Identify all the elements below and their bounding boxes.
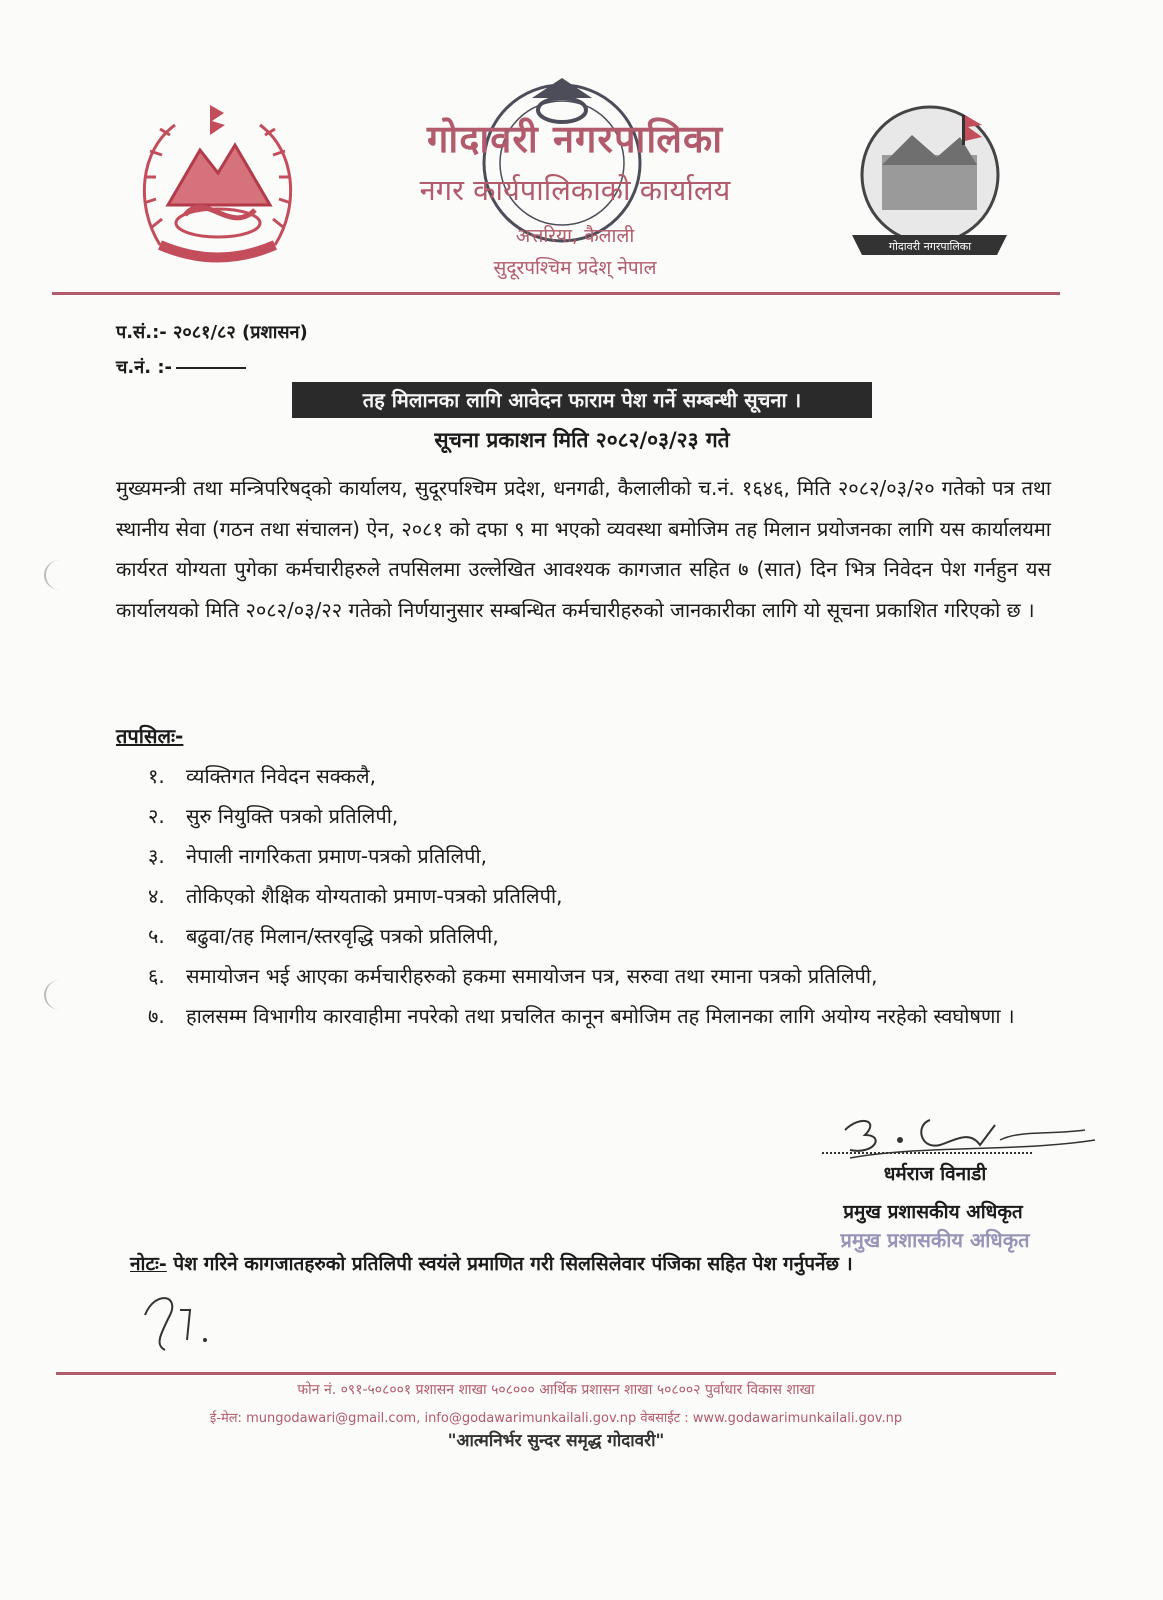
signer-name: धर्मराज विनाडी	[883, 1163, 987, 1185]
publication-date: सूचना प्रकाशन मिति २०८२/०३/२३ गते	[434, 428, 730, 452]
list-item	[148, 836, 1053, 876]
dispatch-number-blank	[176, 367, 246, 369]
note-text: पेश गरिने कागजातहरुको प्रतिलिपी स्वयंले प्रमाणित गरी सिलसिलेवार पंजिका सहित पेश गर्नुपर्नेछ ।	[166, 1253, 853, 1275]
dispatch-number	[116, 355, 246, 379]
list-item	[148, 956, 1053, 996]
signer-designation: प्रमुख प्रशासकीय अधिकृत	[843, 1201, 1023, 1223]
footer-divider	[56, 1372, 1056, 1375]
note-label: नोटः-	[130, 1253, 167, 1275]
notice-body: मुख्यमन्त्री तथा मन्त्रिपरिषद्को कार्यालय, सुदूरपश्चिम प्रदेश, धनगढी, कैलालीको च.नं. १६४६, मिति २०८२/०३/२० गतेको पत्र तथा स्थानीय सेवा (गठन तथा संचालन) ऐन, २०८१ को दफा ९ मा भएको व्यवस्था बमोजिम तह मिलान प्रयोजनका लागि यस कार्यालयमा कार्यरत योग्यता पुगेका कर्मचारीहरुले तपसिलमा उल्लेखित आवश्यक कागजात सहित ७ (सात) दिन भित्र निवेदन पेश गर्नहुन यस कार्यालयको मिति २०८२/०३/२२ गतेको निर्णयानुसार सम्बन्धित कर्मचारीहरुको जानकारीका लागि यो सूचना प्रकाशित गरिएको छ ।	[116, 476, 1051, 622]
list-item	[148, 876, 1053, 916]
right-emblem-caption: गोदावरी नगरपालिका	[888, 240, 972, 253]
list-item	[148, 996, 1053, 1036]
item-number: ६.	[148, 964, 165, 988]
address-line-1: अत्तरिया, कैलाली	[515, 225, 635, 247]
office-name: नगर कार्यपालिकाको कार्यालय	[419, 173, 731, 207]
item-text: हालसम्म विभागीय कारवाहीमा नपरेको तथा प्रचलित कानून बमोजिम तह मिलानका लागि अयोग्य नरहेको स्वघोषणा ।	[186, 1004, 1015, 1028]
municipality-emblem-icon	[842, 95, 1017, 273]
org-name: गोदावरी नगरपालिका	[426, 116, 724, 161]
footer-phones: फोन नं. ०९१-५०८००१ प्रशासन शाखा ५०८००० आर्थिक प्रशासन शाखा ५०८००२ पुर्वाधार विकास शाखा	[297, 1382, 815, 1398]
footer-slogan: "आत्मनिर्भर सुन्दर समृद्ध गोदावरी"	[447, 1431, 665, 1451]
signature-line	[822, 1152, 1032, 1154]
item-text: नेपाली नागरिकता प्रमाण-पत्रको प्रतिलिपी,	[186, 844, 488, 868]
item-number: १.	[148, 764, 165, 788]
tapsil-heading: तपसिलः-	[116, 724, 184, 748]
document-list	[148, 756, 1053, 1036]
list-item	[148, 796, 1053, 836]
notice-title: तह मिलानका लागि आवेदन फाराम पेश गर्ने सम्बन्धी सूचना ।	[292, 382, 872, 418]
item-text: तोकिएको शैक्षिक योग्यताको प्रमाण-पत्रको प्रतिलिपी,	[186, 884, 563, 908]
item-number: ३.	[148, 844, 165, 868]
note	[130, 1250, 853, 1276]
punch-hole	[44, 560, 76, 590]
reference-number: प.सं.:- २०८१/८२ (प्रशासन)	[116, 322, 308, 343]
handwritten-initials	[135, 1285, 225, 1355]
designation-stamp: प्रमुख प्रशासकीय अधिकृत	[840, 1228, 1030, 1252]
header-divider	[52, 292, 1060, 295]
item-text: सुरु नियुक्ति पत्रको प्रतिलिपी,	[186, 804, 399, 828]
item-number: ७.	[148, 1004, 165, 1028]
nepal-emblem-icon	[130, 95, 305, 265]
item-number: ४.	[148, 884, 165, 908]
list-item	[148, 916, 1053, 956]
address-line-2: सुदूरपश्चिम प्रदेश् नेपाल	[493, 257, 657, 279]
dispatch-number-label: च.नं. :-	[116, 357, 173, 378]
item-number: २.	[148, 804, 165, 828]
punch-hole	[44, 980, 76, 1010]
item-number: ५.	[148, 924, 165, 948]
item-text: बढुवा/तह मिलान/स्तरवृद्धि पत्रको प्रतिलिपी,	[186, 924, 499, 948]
item-text: व्यक्तिगत निवेदन सक्कलै,	[186, 764, 376, 788]
list-item	[148, 756, 1053, 796]
item-text: समायोजन भई आएका कर्मचारीहरुको हकमा समायोजन पत्र, सरुवा तथा रमाना पत्रको प्रतिलिपी,	[186, 964, 878, 988]
footer-contact: ई-मेल: mungodawari@gmail.com, info@godawarimunkailali.gov.np वेबसाईट : www.godawarimunkailali.gov.np	[209, 1411, 903, 1426]
